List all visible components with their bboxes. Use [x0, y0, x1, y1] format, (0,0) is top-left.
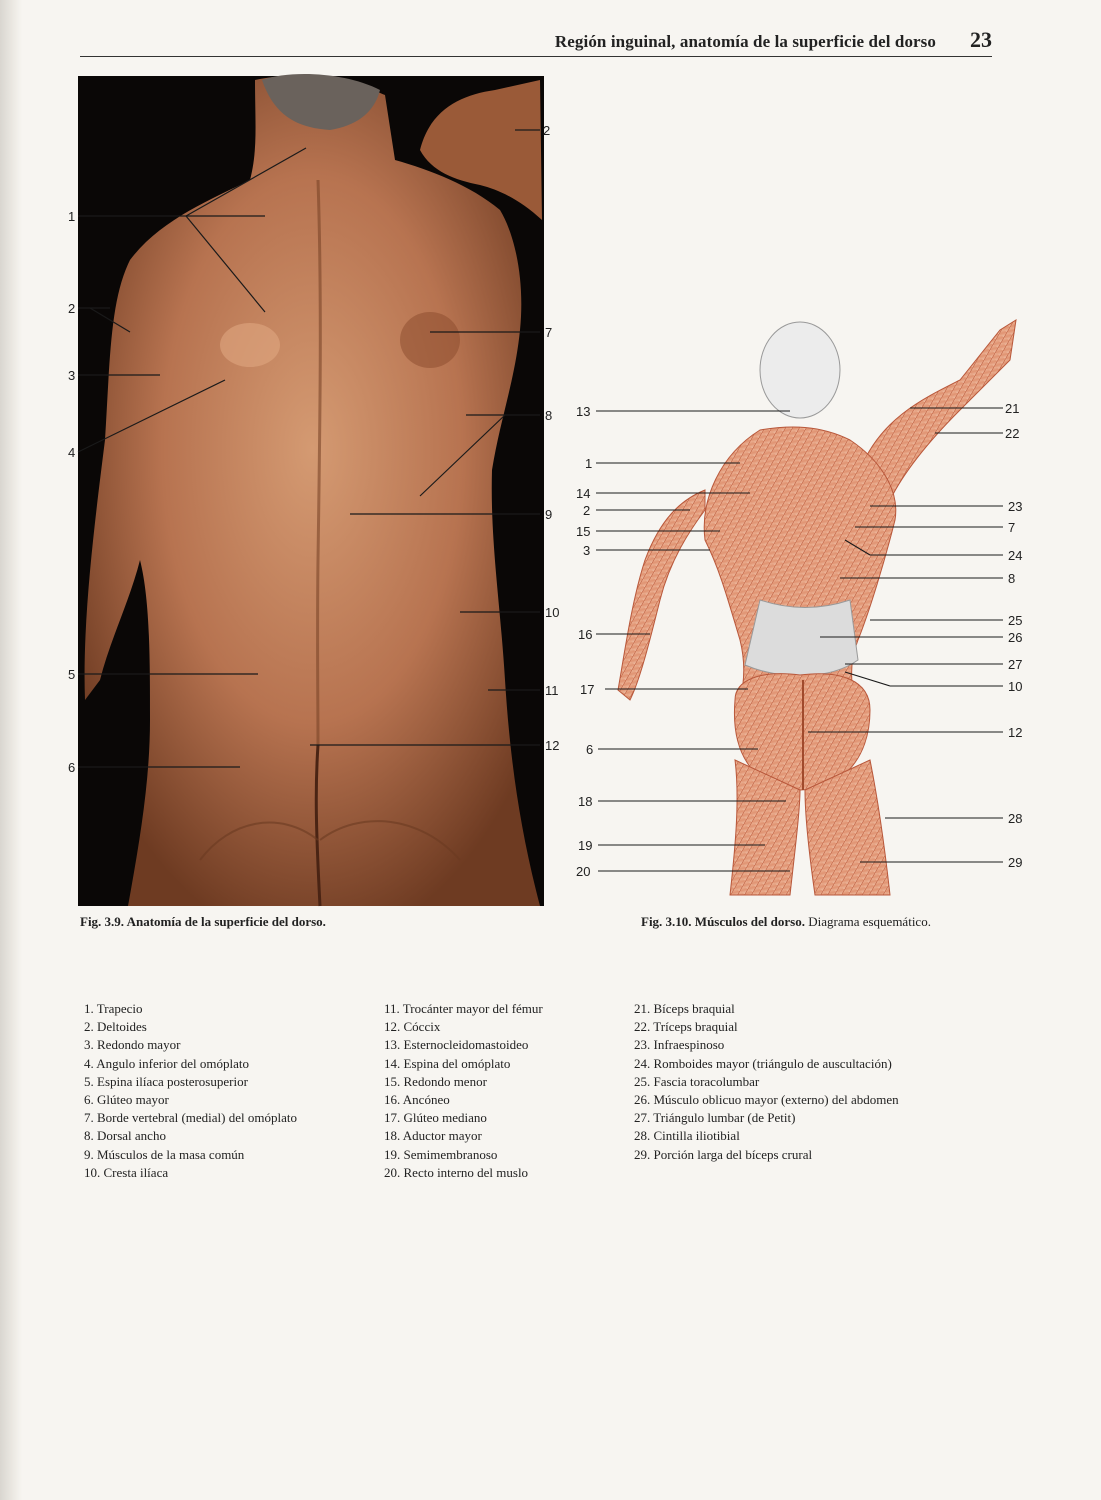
callout-diagram-19: 19 [578, 838, 593, 853]
fig-3-10-caption-label: Fig. 3.10. Músculos del dorso. [641, 914, 805, 929]
legend-item: 19. Semimembranoso [384, 1146, 498, 1162]
legend-column-3 [634, 1000, 899, 1164]
callout-diagram-2: 2 [583, 503, 591, 518]
legend-item: 4. Angulo inferior del omóplato [84, 1055, 250, 1071]
callout-diagram-6: 6 [586, 742, 594, 757]
callout-diagram-14: 14 [576, 486, 591, 501]
legend-item: 24. Romboides mayor (triángulo de auscultación) [634, 1055, 892, 1071]
callout-photo-8: 8 [545, 408, 553, 423]
fig-3-10-caption [641, 914, 931, 930]
legend-item: 22. Tríceps braquial [634, 1019, 738, 1035]
diagram-callouts-right [1005, 401, 1022, 870]
legend-item: 6. Glúteo mayor [84, 1092, 169, 1108]
callout-photo-1: 1 [68, 209, 76, 224]
callout-diagram-23: 23 [1008, 499, 1023, 514]
legend-item: 21. Bíceps braquial [634, 1001, 735, 1016]
legend-item: 5. Espina ilíaca posterosuperior [84, 1073, 248, 1089]
legend-column-1 [84, 1000, 297, 1182]
diagram-callouts-left [576, 404, 594, 879]
legend-item: 28. Cintilla iliotibial [634, 1128, 740, 1144]
callout-diagram-10: 10 [1008, 679, 1023, 694]
callout-diagram-29: 29 [1008, 855, 1023, 870]
legend-item: 16. Ancóneo [384, 1092, 450, 1108]
scapula-shadow [400, 312, 460, 368]
legend-item: 10. Cresta ilíaca [84, 1164, 169, 1180]
legend-item: 14. Espina del omóplato [384, 1055, 511, 1071]
callout-diagram-1: 1 [585, 456, 593, 471]
callout-diagram-28: 28 [1008, 811, 1023, 826]
fig-3-10-diagram [596, 320, 1016, 895]
callout-diagram-17: 17 [580, 682, 595, 697]
callout-diagram-26: 26 [1008, 630, 1023, 645]
callout-photo-6: 6 [68, 760, 76, 775]
legend-item: 25. Fascia toracolumbar [634, 1073, 760, 1089]
legend-item: 13. Esternocleidomastoideo [384, 1037, 529, 1053]
legend-item: 23. Infraespinoso [634, 1037, 725, 1053]
callout-diagram-20: 20 [576, 864, 591, 879]
callout-diagram-21: 21 [1005, 401, 1020, 416]
legend-item: 27. Triángulo lumbar (de Petit) [634, 1110, 796, 1126]
callout-diagram-27: 27 [1008, 657, 1023, 672]
scapula-highlight [220, 323, 280, 367]
callout-diagram-12: 12 [1008, 725, 1023, 740]
fig-3-9-photo [78, 74, 544, 906]
diagram-thoracolumbar-fascia [745, 600, 858, 676]
legend-item: 2. Deltoides [84, 1019, 147, 1035]
callout-photo-2a: 2 [543, 123, 551, 138]
fig-3-9-caption-label: Fig. 3.9. Anatomía de la superficie del dorso. [80, 914, 326, 929]
callout-photo-4: 4 [68, 445, 76, 460]
callout-diagram-3: 3 [583, 543, 591, 558]
diagram-head [760, 322, 840, 418]
legend-item: 17. Glúteo mediano [384, 1110, 487, 1126]
legend-item: 12. Cóccix [384, 1019, 441, 1035]
callout-photo-5: 5 [68, 667, 76, 682]
legend-item: 15. Redondo menor [384, 1073, 487, 1089]
callout-diagram-8: 8 [1008, 571, 1016, 586]
callout-photo-2b: 2 [68, 301, 76, 316]
legend-item: 20. Recto interno del muslo [384, 1164, 529, 1180]
callout-photo-11: 11 [545, 683, 559, 698]
legend-item: 26. Músculo oblicuo mayor (externo) del abdomen [634, 1092, 899, 1108]
callout-photo-12: 12 [545, 738, 560, 753]
legend-item: 3. Redondo mayor [84, 1037, 181, 1053]
legend-column-2 [384, 1000, 543, 1182]
legend-item: 11. Trocánter mayor del fémur [384, 1001, 543, 1016]
legend-item: 7. Borde vertebral (medial) del omóplato [84, 1110, 297, 1126]
fig-3-9-caption [80, 914, 326, 930]
callout-diagram-22: 22 [1005, 426, 1020, 441]
callout-diagram-7: 7 [1008, 520, 1016, 535]
callout-photo-9: 9 [545, 507, 553, 522]
diagram-hanging-arm [618, 490, 705, 700]
legend-item: 18. Aductor mayor [384, 1128, 482, 1144]
callout-diagram-24: 24 [1008, 548, 1023, 563]
callout-photo-7: 7 [545, 325, 553, 340]
legend-item: 1. Trapecio [84, 1001, 143, 1016]
callout-diagram-25: 25 [1008, 613, 1023, 628]
fig-3-10-caption-text: Diagrama esquemático. [804, 914, 931, 929]
callout-diagram-15: 15 [576, 524, 591, 539]
callout-photo-3: 3 [68, 368, 76, 383]
callout-diagram-13: 13 [576, 404, 591, 419]
callout-diagram-16: 16 [578, 627, 593, 642]
callout-photo-10: 10 [545, 605, 560, 620]
legend-item: 9. Músculos de la masa común [84, 1146, 245, 1162]
page-number: 23 [970, 27, 992, 52]
legend-item: 8. Dorsal ancho [84, 1128, 166, 1144]
legend-item: 29. Porción larga del bíceps crural [634, 1146, 813, 1162]
callout-diagram-18: 18 [578, 794, 593, 809]
running-head-title: Región inguinal, anatomía de la superficie del dorso [554, 32, 936, 51]
